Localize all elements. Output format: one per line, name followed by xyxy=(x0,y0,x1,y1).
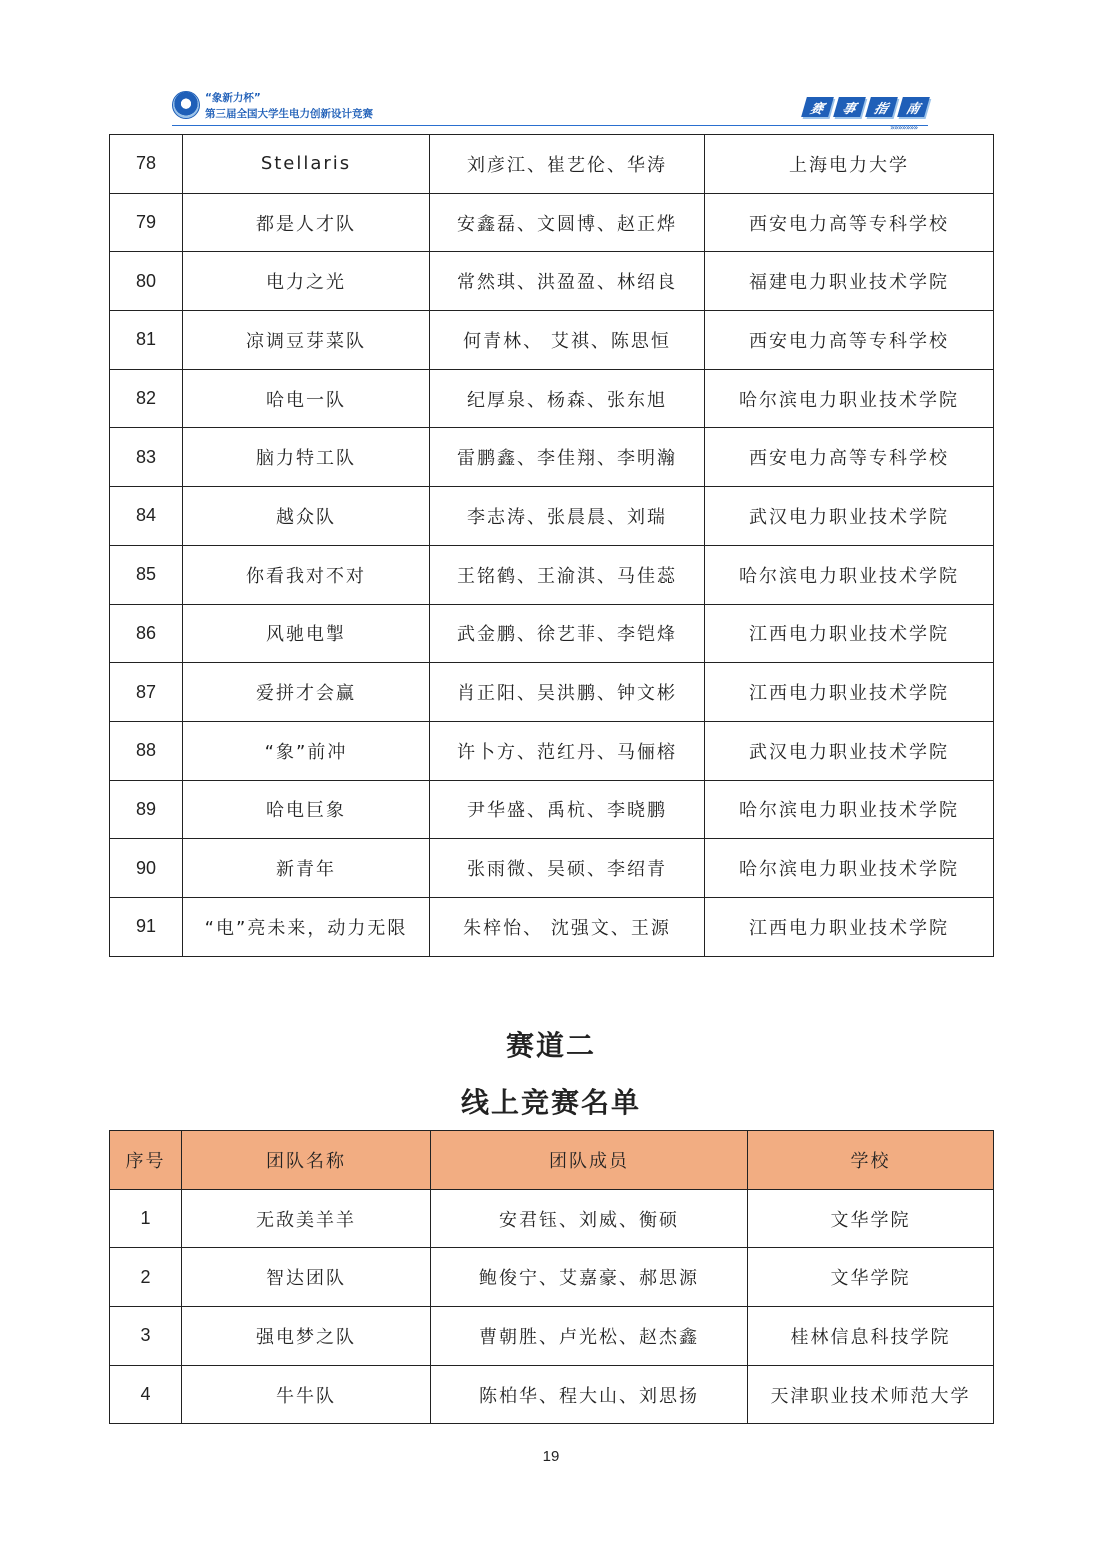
table-row xyxy=(110,1307,994,1366)
cell-school: 福建电力职业技术学院 xyxy=(705,252,994,311)
table-row xyxy=(110,193,994,252)
table-row xyxy=(110,1248,994,1307)
cell-school: 西安电力高等专科学校 xyxy=(705,193,994,252)
cell-no: 78 xyxy=(110,135,183,194)
cell-members: 纪厚泉、杨森、张东旭 xyxy=(430,369,705,428)
cell-team-name: 你看我对不对 xyxy=(183,545,430,604)
cell-school: 哈尔滨电力职业技术学院 xyxy=(705,369,994,428)
cell-school: 文华学院 xyxy=(748,1248,994,1307)
cell-no: 84 xyxy=(110,487,183,546)
cell-team-name: 越众队 xyxy=(183,487,430,546)
cell-members: 刘彦江、崔艺伦、华涛 xyxy=(430,135,705,194)
cell-school: 天津职业技术师范大学 xyxy=(748,1365,994,1424)
cell-school: 桂林信息科技学院 xyxy=(748,1307,994,1366)
cell-no: 79 xyxy=(110,193,183,252)
cell-no: 85 xyxy=(110,545,183,604)
table-row xyxy=(110,252,994,311)
cell-no: 82 xyxy=(110,369,183,428)
cell-no: 87 xyxy=(110,663,183,722)
table-header-row xyxy=(110,1131,994,1190)
cell-school: 西安电力高等专科学校 xyxy=(705,428,994,487)
cell-school: 武汉电力职业技术学院 xyxy=(705,721,994,780)
cell-members: 李志涛、张晨晨、刘瑞 xyxy=(430,487,705,546)
cell-school: 江西电力职业技术学院 xyxy=(705,604,994,663)
cell-team-name: 哈电巨象 xyxy=(183,780,430,839)
guide-badge-char: 事 xyxy=(833,97,866,117)
table-row xyxy=(110,369,994,428)
cell-team-name: “电”亮未来，动力无限 xyxy=(183,897,430,956)
cell-no: 4 xyxy=(110,1365,182,1424)
cell-no: 83 xyxy=(110,428,183,487)
cell-team-name: 强电梦之队 xyxy=(182,1307,431,1366)
cell-school: 哈尔滨电力职业技术学院 xyxy=(705,545,994,604)
cell-team-name: 哈电一队 xyxy=(183,369,430,428)
page-number: 19 xyxy=(542,1448,560,1465)
online-competition-table xyxy=(109,1130,994,1424)
table-row xyxy=(110,839,994,898)
cell-school: 武汉电力职业技术学院 xyxy=(705,487,994,546)
table-row xyxy=(110,897,994,956)
guide-badge-char: 赛 xyxy=(801,97,834,117)
cell-no: 90 xyxy=(110,839,183,898)
cell-no: 81 xyxy=(110,311,183,370)
guide-badge-char: 指 xyxy=(865,97,898,117)
guide-badge-char: 南 xyxy=(897,97,930,117)
cell-members: 王铭鹤、王渝淇、马佳蕊 xyxy=(430,545,705,604)
cell-members: 许卜方、范红丹、马俪榕 xyxy=(430,721,705,780)
cell-team-name: Stellaris xyxy=(183,135,430,194)
cell-school: 江西电力职业技术学院 xyxy=(705,663,994,722)
table-row xyxy=(110,428,994,487)
table-row xyxy=(110,487,994,546)
cell-school: 西安电力高等专科学校 xyxy=(705,311,994,370)
cell-team-name: 爱拼才会赢 xyxy=(183,663,430,722)
section-subtitle: 线上竞赛名单 xyxy=(460,1086,641,1119)
header-competition-name: 第三届全国大学生电力创新设计竞赛 xyxy=(205,108,373,120)
cell-no: 89 xyxy=(110,780,183,839)
cell-members: 张雨微、吴硕、李绍青 xyxy=(430,839,705,898)
cell-team-name: “象”前冲 xyxy=(183,721,430,780)
cell-no: 86 xyxy=(110,604,183,663)
table-row xyxy=(110,663,994,722)
header-divider xyxy=(172,125,928,126)
header-cup-name: “象新力杯” xyxy=(205,92,261,104)
table-row xyxy=(110,545,994,604)
cell-members: 安鑫磊、文圆博、赵正烨 xyxy=(430,193,705,252)
cell-members: 何青林、 艾祺、陈思恒 xyxy=(430,311,705,370)
cell-team-name: 脑力特工队 xyxy=(183,428,430,487)
cell-school: 江西电力职业技术学院 xyxy=(705,897,994,956)
cell-team-name: 无敌美羊羊 xyxy=(182,1189,431,1248)
cell-no: 91 xyxy=(110,897,183,956)
page-header xyxy=(172,86,928,134)
table-row xyxy=(110,1189,994,1248)
guide-badge xyxy=(804,97,927,117)
cell-members: 安君钰、刘威、衡硕 xyxy=(431,1189,748,1248)
header-cell-team: 团队名称 xyxy=(182,1131,431,1190)
cell-team-name: 牛牛队 xyxy=(182,1365,431,1424)
cell-members: 雷鹏鑫、李佳翔、李明瀚 xyxy=(430,428,705,487)
header-cell-school: 学校 xyxy=(748,1131,994,1190)
table-row xyxy=(110,1365,994,1424)
cell-no: 3 xyxy=(110,1307,182,1366)
table-row xyxy=(110,135,994,194)
cell-members: 肖正阳、吴洪鹏、钟文彬 xyxy=(430,663,705,722)
cell-team-name: 新青年 xyxy=(183,839,430,898)
cell-members: 曹朝胜、卢光松、赵杰鑫 xyxy=(431,1307,748,1366)
cell-members: 武金鹏、徐艺菲、李铠烽 xyxy=(430,604,705,663)
cell-school: 文华学院 xyxy=(748,1189,994,1248)
cell-no: 1 xyxy=(110,1189,182,1248)
cell-no: 2 xyxy=(110,1248,182,1307)
cell-team-name: 智达团队 xyxy=(182,1248,431,1307)
track-one-roster-table xyxy=(109,134,994,957)
competition-logo-icon xyxy=(172,91,200,119)
cell-members: 朱梓怡、 沈强文、王源 xyxy=(430,897,705,956)
table-row xyxy=(110,604,994,663)
header-cell-no: 序号 xyxy=(110,1131,182,1190)
cell-team-name: 风驰电掣 xyxy=(183,604,430,663)
cell-members: 尹华盛、禹杭、李晓鹏 xyxy=(430,780,705,839)
cell-members: 常然琪、洪盈盈、林绍良 xyxy=(430,252,705,311)
cell-school: 哈尔滨电力职业技术学院 xyxy=(705,839,994,898)
cell-team-name: 电力之光 xyxy=(183,252,430,311)
cell-no: 88 xyxy=(110,721,183,780)
cell-members: 鲍俊宁、艾嘉豪、郝思源 xyxy=(431,1248,748,1307)
header-cell-members: 团队成员 xyxy=(431,1131,748,1190)
table-row xyxy=(110,311,994,370)
cell-no: 80 xyxy=(110,252,183,311)
section-title: 赛道二 xyxy=(505,1029,596,1062)
cell-members: 陈柏华、程大山、刘思扬 xyxy=(431,1365,748,1424)
cell-team-name: 都是人才队 xyxy=(183,193,430,252)
cell-school: 上海电力大学 xyxy=(705,135,994,194)
table-row xyxy=(110,780,994,839)
cell-team-name: 凉调豆芽菜队 xyxy=(183,311,430,370)
table-row xyxy=(110,721,994,780)
cell-school: 哈尔滨电力职业技术学院 xyxy=(705,780,994,839)
chevron-arrows-icon: »»»»»»» xyxy=(890,123,918,132)
